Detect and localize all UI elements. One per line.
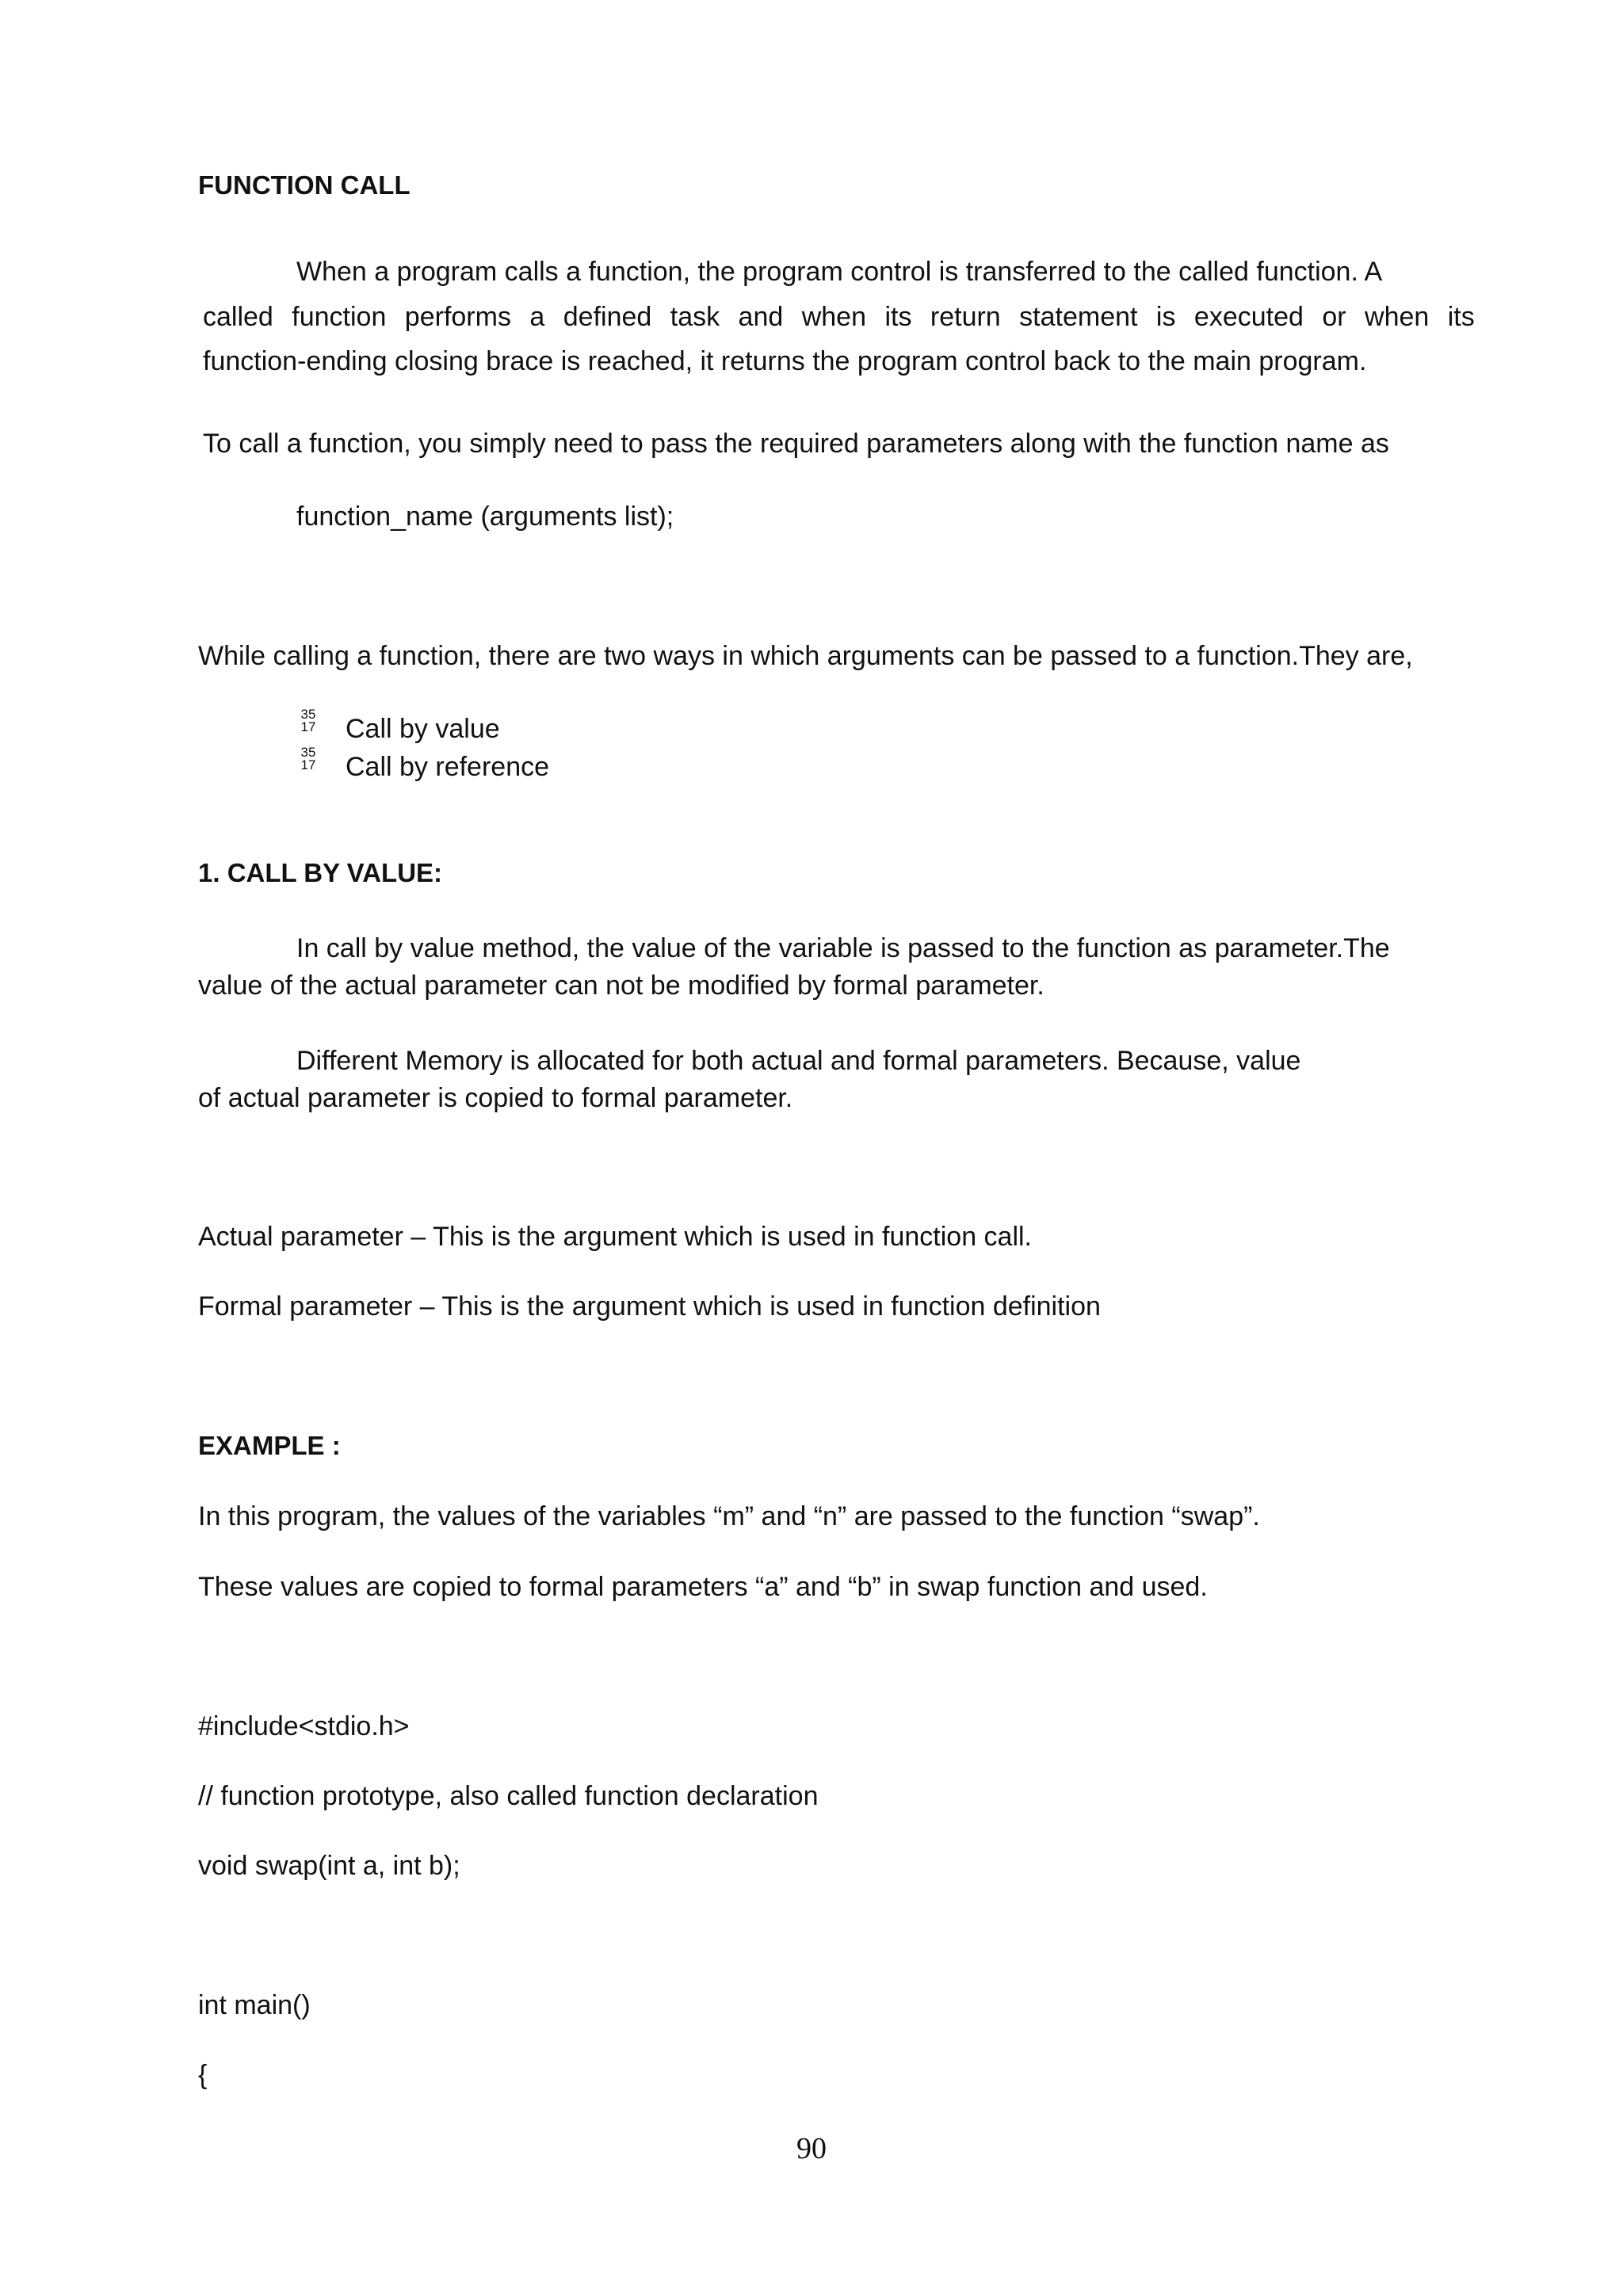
para1-line1: When a program calls a function, the program control is transferred to the called function. A bbox=[296, 257, 1383, 287]
syntax-line: function_name (arguments list); bbox=[296, 502, 674, 532]
code-line: { bbox=[198, 2060, 208, 2090]
bullet-marker-top: 35 bbox=[300, 707, 316, 722]
code-line: int main() bbox=[198, 1990, 311, 2020]
list-item-label: Call by reference bbox=[346, 752, 550, 782]
heading-example: EXAMPLE : bbox=[198, 1431, 341, 1460]
code-line: #include<stdio.h> bbox=[198, 1711, 410, 1741]
code-line: // function prototype, also called function declaration bbox=[198, 1781, 819, 1811]
paragraph-how-to-call: To call a function, you simply need to pass the required parameters along with the function name as bbox=[203, 429, 1389, 459]
paragraph-ways-intro: While calling a function, there are two ways in which arguments can be passed to a function.They are, bbox=[198, 641, 1413, 671]
cbv-para1-line1: In call by value method, the value of the variable is passed to the function as parameter.The bbox=[296, 933, 1390, 963]
page-number: 90 bbox=[796, 2132, 827, 2165]
example-description-2: These values are copied to formal parameters “a” and “b” in swap function and used. bbox=[198, 1572, 1208, 1602]
list-item-label: Call by value bbox=[346, 714, 500, 744]
bullet-marker-bottom: 17 bbox=[300, 719, 316, 734]
para1-line2: called function performs a defined task and when its return statement is executed or when its bbox=[203, 302, 1475, 332]
bullet-marker-bottom: 17 bbox=[300, 757, 316, 772]
actual-parameter-definition: Actual parameter – This is the argument which is used in function call. bbox=[198, 1222, 1033, 1252]
bullet-marker-top: 35 bbox=[300, 745, 316, 760]
cbv-para1-line2: value of the actual parameter can not be modified by formal parameter. bbox=[198, 971, 1044, 1001]
formal-parameter-definition: Formal parameter – This is the argument which is used in function definition bbox=[198, 1291, 1101, 1322]
para1-line3: function-ending closing brace is reached, it returns the program control back to the main program. bbox=[203, 346, 1367, 376]
cbv-para2-line1: Different Memory is allocated for both actual and formal parameters. Because, value bbox=[296, 1046, 1301, 1076]
heading-function-call: FUNCTION CALL bbox=[198, 170, 411, 200]
example-description-1: In this program, the values of the variables “m” and “n” are passed to the function “swap”. bbox=[198, 1501, 1260, 1531]
cbv-para2-line2: of actual parameter is copied to formal parameter. bbox=[198, 1083, 793, 1113]
heading-call-by-value: 1. CALL BY VALUE: bbox=[198, 858, 443, 887]
code-line: void swap(int a, int b); bbox=[198, 1851, 460, 1881]
